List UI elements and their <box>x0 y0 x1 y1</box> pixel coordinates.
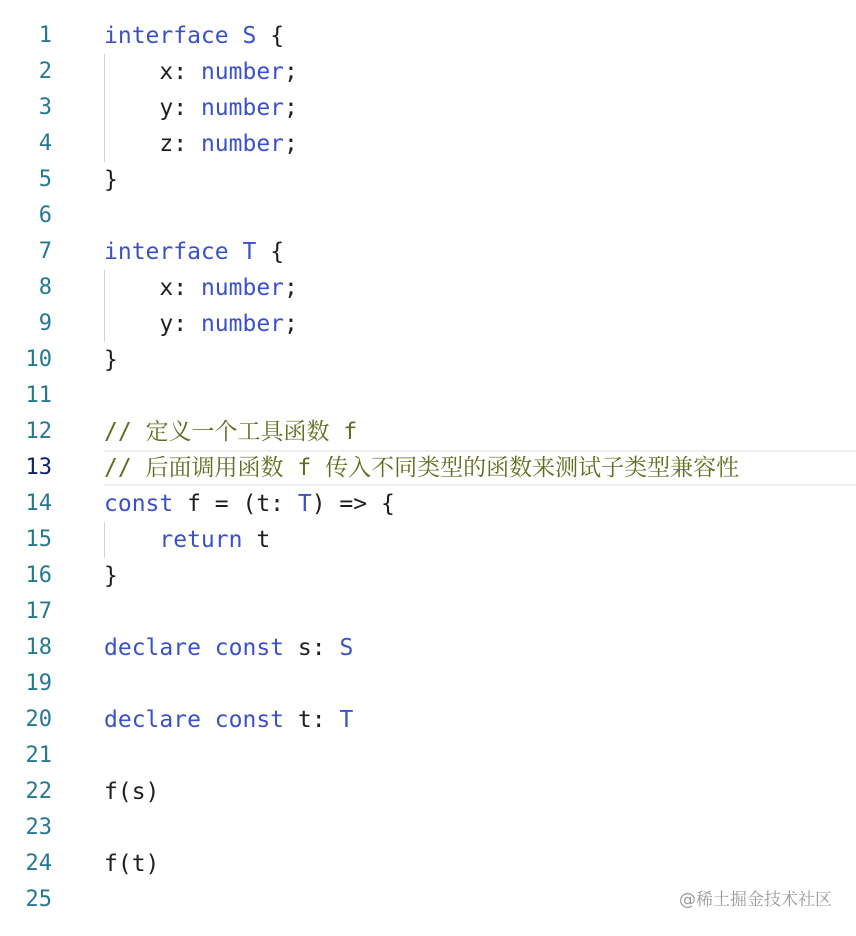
keyword-token: return <box>159 527 243 553</box>
line-number: 3 <box>38 95 52 120</box>
code-editor[interactable] <box>0 18 856 918</box>
code-text <box>104 846 159 882</box>
code-token: ) => { <box>311 491 395 517</box>
line-number: 14 <box>25 491 52 516</box>
line-number: 24 <box>25 851 52 876</box>
code-line[interactable] <box>0 342 856 378</box>
code-text <box>104 90 298 126</box>
code-token: f(t) <box>104 851 160 877</box>
code-line[interactable] <box>0 702 856 738</box>
line-number: 12 <box>25 419 52 444</box>
code-line[interactable] <box>0 594 856 630</box>
line-number: 6 <box>38 203 52 228</box>
keyword-token: declare <box>104 707 201 733</box>
code-text <box>104 18 284 54</box>
code-line[interactable] <box>0 162 856 198</box>
code-line[interactable] <box>0 414 856 450</box>
code-line[interactable] <box>0 18 856 54</box>
code-text <box>104 306 298 342</box>
code-token: y: <box>104 95 201 121</box>
line-number: 7 <box>38 239 52 264</box>
keyword-token: const <box>214 635 285 661</box>
code-line[interactable] <box>0 54 856 90</box>
code-text <box>104 414 357 450</box>
line-number: 1 <box>38 23 52 48</box>
code-token: ; <box>284 59 298 85</box>
code-token: x: <box>104 275 201 301</box>
code-text <box>104 558 118 594</box>
line-number: 21 <box>25 743 52 768</box>
code-token: t: <box>284 707 340 733</box>
type-token: number <box>200 275 285 301</box>
code-line[interactable] <box>0 666 856 702</box>
type-token: number <box>200 95 285 121</box>
code-token: s: <box>284 635 340 661</box>
code-line[interactable] <box>0 198 856 234</box>
type-token: S <box>242 23 257 49</box>
keyword-token: interface <box>104 23 229 49</box>
code-line[interactable] <box>0 630 856 666</box>
code-token: y: <box>104 311 201 337</box>
code-token: { <box>256 239 285 265</box>
code-text <box>104 702 353 738</box>
type-token: T <box>339 707 354 733</box>
code-line[interactable] <box>0 126 856 162</box>
line-number: 10 <box>25 347 52 372</box>
code-line[interactable] <box>0 558 856 594</box>
code-line[interactable] <box>0 774 856 810</box>
watermark: @稀土掘金技术社区 <box>679 890 832 910</box>
line-number: 16 <box>25 563 52 588</box>
code-token <box>229 239 243 265</box>
comment-token: // 定义一个工具函数 f <box>104 419 358 445</box>
keyword-token: const <box>104 491 174 517</box>
type-token: S <box>339 635 354 661</box>
type-token: number <box>200 59 285 85</box>
keyword-token: const <box>214 707 285 733</box>
code-text <box>104 630 353 666</box>
code-line[interactable] <box>0 810 856 846</box>
code-text <box>104 162 118 198</box>
type-token: number <box>200 131 285 157</box>
code-line[interactable] <box>0 270 856 306</box>
keyword-token: declare <box>104 635 201 661</box>
code-token <box>104 527 159 553</box>
comment-token: // 后面调用函数 f 传入不同类型的函数来测试子类型兼容性 <box>104 455 740 481</box>
code-token: ; <box>284 275 298 301</box>
line-number: 8 <box>38 275 52 300</box>
code-token: { <box>256 23 285 49</box>
keyword-token: interface <box>104 239 229 265</box>
code-token: ; <box>284 95 298 121</box>
code-text <box>104 342 118 378</box>
code-token <box>201 707 215 733</box>
line-number: 22 <box>25 779 52 804</box>
type-token: number <box>200 311 285 337</box>
code-line[interactable] <box>0 306 856 342</box>
code-token: t <box>242 527 271 553</box>
code-line[interactable] <box>0 450 856 486</box>
code-line[interactable] <box>0 234 856 270</box>
line-number: 2 <box>38 59 52 84</box>
line-number: 19 <box>25 671 52 696</box>
code-line[interactable] <box>0 378 856 414</box>
line-number: 13 <box>25 455 52 480</box>
code-token <box>229 23 243 49</box>
code-line[interactable] <box>0 90 856 126</box>
line-number: 18 <box>25 635 52 660</box>
code-text <box>104 522 270 558</box>
code-token: } <box>104 563 118 589</box>
line-number: 15 <box>25 527 52 552</box>
code-line[interactable] <box>0 846 856 882</box>
line-number: 11 <box>25 383 52 408</box>
line-number: 25 <box>25 887 52 912</box>
line-number: 23 <box>25 815 52 840</box>
code-line[interactable] <box>0 522 856 558</box>
code-line[interactable] <box>0 486 856 522</box>
code-token: f(s) <box>104 779 160 805</box>
code-token: f = (t: <box>173 491 298 517</box>
type-token: T <box>297 491 312 517</box>
line-number: 17 <box>25 599 52 624</box>
line-number: 5 <box>38 167 52 192</box>
code-token: } <box>104 167 118 193</box>
line-number: 20 <box>25 707 52 732</box>
code-line[interactable] <box>0 738 856 774</box>
code-token: x: <box>104 59 201 85</box>
code-text <box>104 774 159 810</box>
code-text <box>104 270 298 306</box>
type-token: T <box>242 239 257 265</box>
code-text <box>104 234 284 270</box>
code-token: ; <box>284 131 298 157</box>
line-number: 9 <box>38 311 52 336</box>
line-number: 4 <box>38 131 52 156</box>
code-text <box>104 450 739 486</box>
code-token: ; <box>284 311 298 337</box>
code-token <box>201 635 215 661</box>
code-token: } <box>104 347 118 373</box>
code-text <box>104 486 395 522</box>
code-text <box>104 54 298 90</box>
code-token: z: <box>104 131 201 157</box>
code-text <box>104 126 298 162</box>
